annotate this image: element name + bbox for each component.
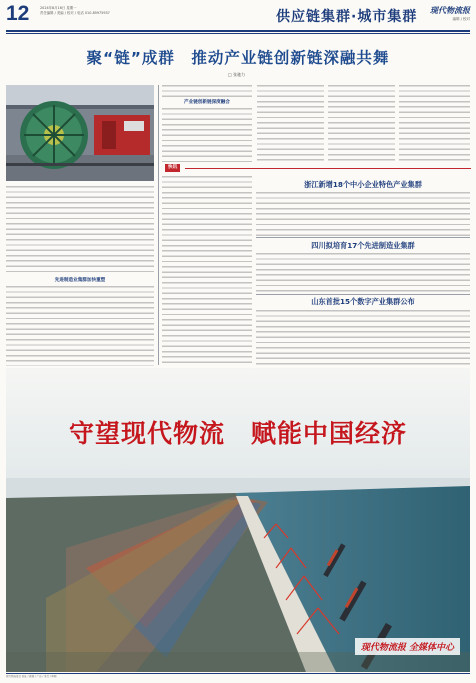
page-number: 12 (6, 2, 30, 25)
news-title-sichuan: 四川拟培育17个先进制造业集群 (311, 241, 415, 250)
paper-name: 现代物流报 (430, 5, 470, 15)
news-sichuan-text (256, 253, 470, 293)
col-5-text (399, 85, 470, 162)
news-title-zhejiang: 浙江新增18个中小企业特色产业集群 (304, 180, 422, 189)
header-rule (6, 30, 470, 32)
factory-photo (6, 85, 154, 181)
news-zhejiang-text (256, 192, 470, 236)
date-line (40, 6, 110, 16)
contact-text: 责任编辑 / 美编 / 校对 / 电话 010-85975937 (40, 11, 110, 15)
tunnel-boring-machine-image (6, 85, 154, 181)
news-title-shandong: 山东首批15个数字产业集群公布 (311, 297, 415, 306)
left-subhead: 先进制造业集群加快重塑 (54, 278, 106, 283)
feature-banner-title: 守望现代物流 赋能中国经济 (68, 419, 407, 448)
news-divider-2 (256, 294, 470, 295)
left-column-text-2 (6, 286, 154, 366)
main-headline: 聚“链”成群 推动产业链创新链深融共舞 (86, 49, 390, 67)
column-divider (158, 85, 159, 365)
page-footer: 现代物流报社 地址 / 邮编 / 广告 / 发行 / 印刷 (6, 673, 470, 683)
news-divider-1 (256, 237, 470, 238)
col-4-text (328, 85, 395, 162)
left-column-text (6, 186, 154, 274)
news-shandong-text (256, 310, 470, 366)
news-flash-bar (165, 164, 471, 172)
date-text: 2024年8月16日 星期一 (40, 6, 77, 10)
page-header (6, 3, 470, 29)
section-title: 供应链集群·城市集群 (276, 9, 418, 25)
header-rule-thin (6, 33, 470, 34)
editor-line: 编辑 / 校对 (452, 17, 470, 21)
mid-column-text (162, 85, 252, 97)
byline: □ 张驰力 (228, 72, 246, 77)
mid-column-text-2 (162, 108, 252, 162)
news-flash-rule (185, 168, 471, 169)
news-flash-tag: 快讯 (165, 164, 180, 172)
news-left-text (162, 176, 252, 366)
brand-watermark: 现代物流报 全媒体中心 (355, 638, 460, 655)
col-3-text (257, 85, 324, 162)
mid-subhead: 产业链创新链深度融合 (184, 100, 230, 105)
